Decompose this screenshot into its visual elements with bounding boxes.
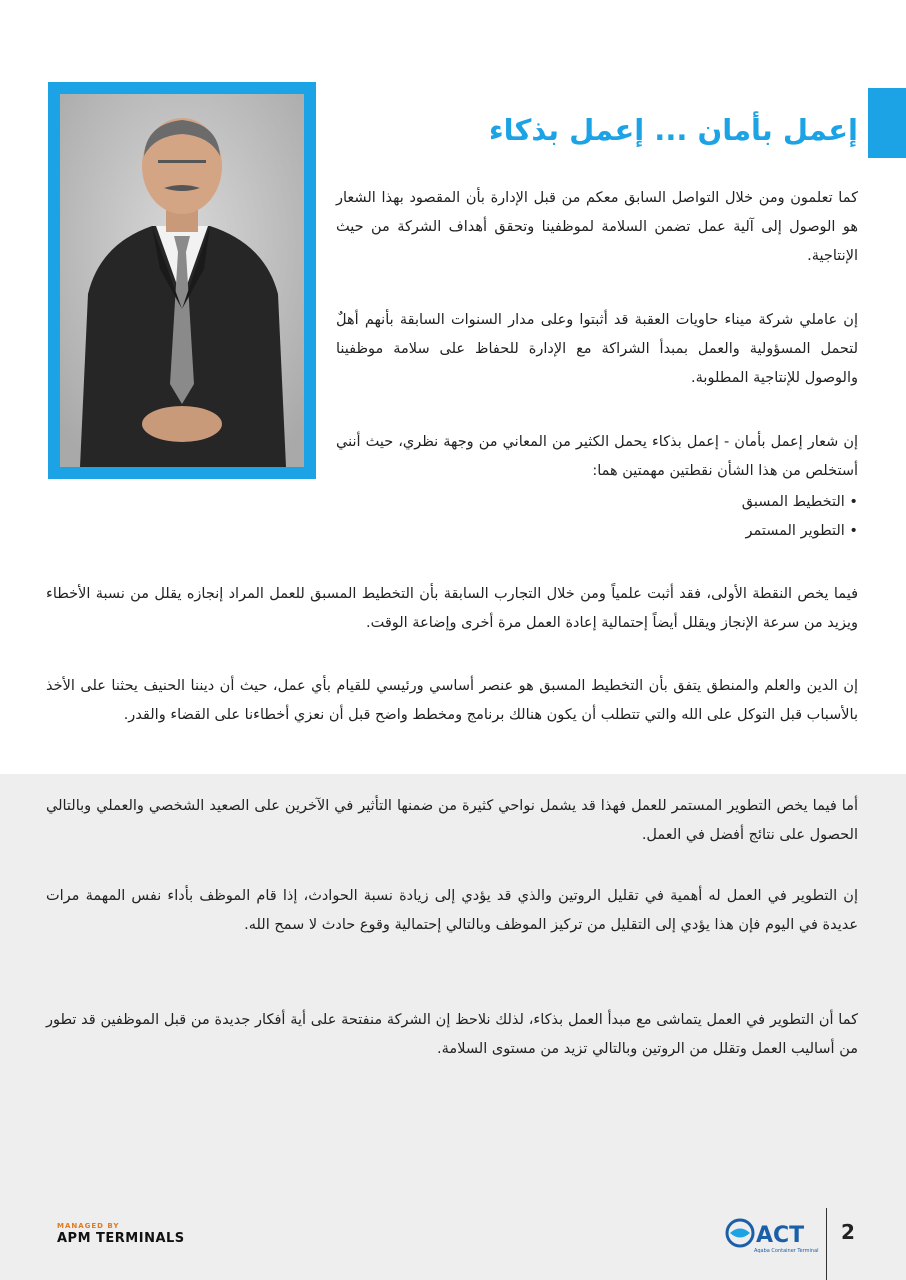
- paragraph-5: إن الدين والعلم والمنطق يتفق بأن التخطيط المسبق هو عنصر أساسي ورئيسي للقيام بأي عمل، حيث أن ديننا الحنيف يحثنا على الأخذ بالأسباب قبل التوكل على الله والتي تتطلب أن يكون هنالك برنامج ومخطط واضح قبل أن نعزي أخطاءنا على القضاء والقدر.: [46, 678, 858, 723]
- portrait-illustration: [60, 94, 304, 467]
- apm-terminals-label: APM TERMINALS: [57, 1231, 185, 1246]
- paragraph-4: فيما يخص النقطة الأولى، فقد أثبت علمياً ومن خلال التجارب السابقة بأن التخطيط المسبق للعمل المراد إنجازه يقلل من نسبة الأخطاء ويزيد من سرعة الإنجاز ويقلل أيضاً إحتمالية إعادة العمل مرة أخرى وإضاعة الوقت.: [46, 586, 858, 631]
- act-globe-icon: [724, 1216, 820, 1254]
- act-logo-text: ACT: [756, 1223, 805, 1248]
- page-number: 2: [841, 1220, 855, 1244]
- paragraph-1: كما تعلمون ومن خلال التواصل السابق معكم من قبل الإدارة بأن المقصود بهذا الشعار هو الوصول إلى آلية عمل تضمن السلامة لموظفينا وتحقق أهداف الشركة من حيث الإنتاجية.: [336, 190, 858, 264]
- paragraph-7: إن التطوير في العمل له أهمية في تقليل الروتين والذي قد يؤدي إلى زيادة نسبة الحوادث، إذا قام الموظف بأداء نفس المهمة مرات عديدة في اليوم فإن هذا يؤدي إلى التقليل من تركيز الموظف وبالتالي إحتمالية وقوع حادث لا سمح الله.: [46, 888, 858, 933]
- act-logo-subtitle: Aqaba Container Terminal: [754, 1248, 819, 1254]
- page-title: إعمل بأمان ... إعمل بذكاء: [488, 113, 858, 147]
- bullet-item: • التطوير المستمر: [336, 517, 858, 546]
- paragraph-3: إن شعار إعمل بأمان - إعمل بذكاء يحمل الكثير من المعاني من وجهة نظري، حيث أنني أستخلص من هذا الشأن نقطتين مهمتين هما:: [336, 434, 858, 479]
- paragraph-2: إن عاملي شركة ميناء حاويات العقبة قد أثبتوا وعلى مدار السنوات السابقة بأنهم أهلٌ لتحمل المسؤولية والعمل بمبدأ الشراكة مع الإدارة للحفاظ على سلامة موظفينا والوصول للإنتاجية المطلوبة.: [336, 312, 858, 386]
- paragraph-8: كما أن التطوير في العمل يتماشى مع مبدأ العمل بذكاء، لذلك نلاحظ إن الشركة منفتحة على أية أفكار جديدة من قبل الموظفين قد تطور من أساليب العمل وتقلل من الروتين وبالتالي تزيد من مستوى السلامة.: [46, 1012, 858, 1057]
- blue-accent-tab: [868, 88, 906, 158]
- managed-by-label: MANAGED BY: [57, 1222, 120, 1230]
- apm-terminals-logo: [57, 1222, 185, 1247]
- portrait-photo: [60, 94, 304, 467]
- bullet-list: [336, 488, 858, 546]
- portrait-frame: [48, 82, 316, 479]
- bullet-item: • التخطيط المسبق: [336, 488, 858, 517]
- act-logo: [724, 1216, 820, 1254]
- footer-divider: [826, 1208, 827, 1280]
- paragraph-6: أما فيما يخص التطوير المستمر للعمل فهذا قد يشمل نواحي كثيرة من ضمنها التأثير في الآخرين على الصعيد الشخصي والعملي وبالتالي الحصول على نتائج أفضل في العمل.: [46, 798, 858, 843]
